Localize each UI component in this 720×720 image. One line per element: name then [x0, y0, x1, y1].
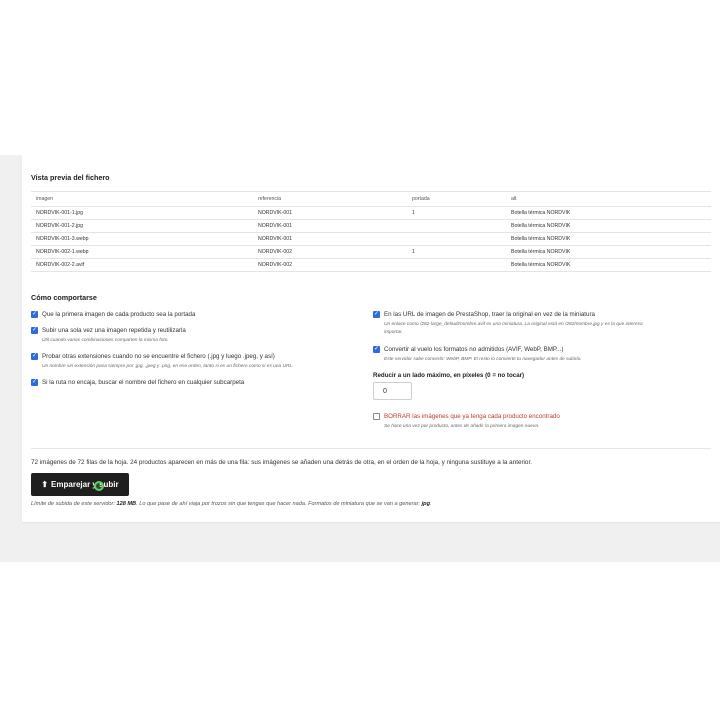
cell-referencia: NORDVIK-001 [253, 207, 407, 220]
reuse-image-hint: Útil cuando varias combinaciones comparten la misma foto. [42, 338, 169, 343]
prestashop-original-hint: Un enlace como /282-large_default/nombre.avif es una miniatura. La original está en /282/nombre.jpg y es la que interesa [384, 322, 643, 327]
table-row [31, 220, 711, 233]
cell-alt: Botella térmica NORDVIK [506, 233, 711, 246]
behavior-heading: Cómo comportarse [31, 293, 97, 302]
try-extensions-hint: Un nombre sin extensión pasa siempre por .jpg, .jpeg y .png, en ese orden, tanto si es un fichero como si es una URL. [42, 364, 294, 369]
cell-portada [407, 233, 506, 246]
cell-portada: 1 [407, 207, 506, 220]
reuse-image-checkbox[interactable]: ✓ [31, 327, 38, 333]
table-row [31, 259, 711, 272]
preview-heading: Vista previa del fichero [31, 173, 110, 182]
upload-icon: ⬆ [41, 480, 49, 489]
cell-imagen: NORDVIK-001-2.jpg [31, 220, 253, 233]
column-header-referencia: referencia [253, 192, 407, 207]
limit-size: 128 MB [116, 501, 137, 507]
limit-formats: jpg [421, 501, 430, 507]
table-empty-row [31, 272, 711, 285]
first-image-cover-label: Que la primera imagen de cada producto sea la portada [42, 311, 196, 318]
table-row [31, 207, 711, 220]
prestashop-original-label: En las URL de imagen de PrestaShop, traer la original en vez de la miniatura [384, 311, 595, 318]
table-row [31, 246, 711, 259]
match-and-upload-label: Emparejar y subir [51, 480, 119, 489]
cell-referencia: NORDVIK-001 [253, 220, 407, 233]
divider [31, 448, 711, 449]
limit-middle: . Lo que pase de ahí viaja por trozos sin que tengas que hacer nada. Formatos de miniatura que se van a generar: [136, 501, 421, 507]
max-side-input[interactable]: 0 [373, 382, 412, 400]
cell-imagen: NORDVIK-001-1.jpg [31, 207, 253, 220]
limit-suffix: . [429, 501, 432, 507]
preview-table [31, 191, 711, 284]
cell-alt: Botella térmica NORDVIK [506, 246, 711, 259]
convert-formats-checkbox[interactable]: ✓ [373, 346, 380, 352]
cell-portada: 1 [407, 246, 506, 259]
delete-images-label: BORRAR las imágenes que ya tenga cada producto encontrado [384, 413, 560, 420]
search-subfolder-label: Si la ruta no encaja, buscar el nombre del fichero en cualquier subcarpeta [42, 379, 245, 386]
resize-label: Reducir a un lado máximo, en píxeles (0 = no tocar) [373, 372, 525, 379]
column-header-portada: portada [407, 192, 506, 207]
cell-portada [407, 259, 506, 272]
import-panel [22, 155, 720, 522]
delete-images-checkbox[interactable] [373, 413, 380, 420]
cell-alt: Botella térmica NORDVIK [506, 220, 711, 233]
first-image-cover-checkbox[interactable]: ✓ [31, 311, 38, 317]
mouse-cursor [94, 481, 104, 491]
cell-imagen: NORDVIK-001-3.webp [31, 233, 253, 246]
cell-alt: Botella térmica NORDVIK [506, 259, 711, 272]
column-header-imagen: imagen [31, 192, 253, 207]
table-row [31, 233, 711, 246]
table-header-row [31, 192, 711, 207]
import-summary: 72 imágenes de 72 filas de la hoja. 24 productos aparecen en más de una fila: sus imágenes se añaden una detrás de otra, en el orden de la hoja, y ninguna sustituye a la anterior. [31, 459, 532, 466]
try-extensions-label: Probar otras extensiones cuando no se encuentre el fichero (.jpg y luego .jpeg, y así) [42, 353, 275, 360]
try-extensions-checkbox[interactable]: ✓ [31, 353, 38, 359]
limit-prefix: Límite de subida de este servidor: [31, 501, 115, 507]
cell-referencia: NORDVIK-001 [253, 233, 407, 246]
convert-formats-label: Convertir al vuelo los formatos no admitidos (AVIF, WebP, BMP...) [384, 346, 564, 353]
delete-images-hint: Se hace una vez por producto, antes de añadir la primera imagen nueva. [384, 424, 540, 429]
reuse-image-label: Subir una sola vez una imagen repetida y reutilizarla [42, 327, 186, 334]
match-and-upload-button[interactable] [31, 473, 129, 496]
column-header-alt: alt [506, 192, 711, 207]
cell-referencia: NORDVIK-002 [253, 259, 407, 272]
upload-limit-note [31, 501, 432, 507]
cell-imagen: NORDVIK-002-1.webp [31, 246, 253, 259]
cell-portada [407, 220, 506, 233]
cell-referencia: NORDVIK-002 [253, 246, 407, 259]
prestashop-original-checkbox[interactable]: ✓ [373, 311, 380, 317]
search-subfolder-checkbox[interactable]: ✓ [31, 379, 38, 385]
cell-imagen: NORDVIK-002-2.avif [31, 259, 253, 272]
cell-alt: Botella térmica NORDVIK [506, 207, 711, 220]
convert-formats-hint: Este servidor sabe convertir: WebP, BMP. El resto lo convierte tu navegador antes de subirlo. [384, 357, 582, 362]
prestashop-original-hint-cont: importar. [384, 330, 403, 335]
